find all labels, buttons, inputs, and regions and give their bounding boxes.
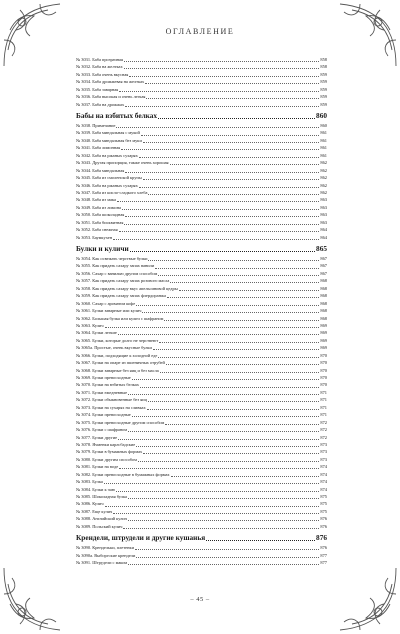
dot-leader bbox=[164, 320, 319, 321]
dot-leader bbox=[119, 468, 319, 469]
toc-entry[interactable] bbox=[76, 307, 327, 314]
entry-title: № 3058. Как придать сахару вкус апельсиновой цедры bbox=[76, 285, 178, 291]
entry-title: № 3073. Булки на сухарях на сливках bbox=[76, 404, 146, 410]
dot-leader bbox=[116, 491, 319, 492]
dot-leader bbox=[167, 297, 320, 298]
dot-leader bbox=[141, 135, 320, 136]
toc-entry[interactable] bbox=[76, 523, 327, 530]
toc-entry[interactable] bbox=[76, 189, 327, 196]
entry-page: 869 bbox=[320, 345, 327, 351]
toc-entry[interactable] bbox=[76, 493, 327, 500]
dot-leader bbox=[116, 127, 319, 128]
dot-leader bbox=[130, 251, 315, 252]
section-page: 860 bbox=[316, 111, 327, 121]
dot-leader bbox=[104, 483, 320, 484]
dot-leader bbox=[148, 260, 319, 261]
entry-page: 873 bbox=[320, 449, 327, 455]
entry-title: № 3088. Английский кулич bbox=[76, 516, 127, 522]
entry-page: 868 bbox=[320, 278, 327, 284]
dot-leader bbox=[105, 506, 320, 507]
entry-page: 859 bbox=[320, 71, 327, 77]
entry-page: 860 bbox=[320, 123, 327, 129]
dot-leader bbox=[125, 106, 319, 107]
entry-title: № 3080. Булки другим способом bbox=[76, 456, 137, 462]
entry-title: № 3085. Шоколадная булка bbox=[76, 494, 127, 500]
dot-leader bbox=[153, 349, 319, 350]
toc-entry[interactable] bbox=[76, 226, 327, 233]
entry-title: № 3082. Булки превосходные в бумажных формах bbox=[76, 471, 170, 477]
toc-entry[interactable] bbox=[76, 211, 327, 218]
toc-entry[interactable] bbox=[76, 152, 327, 159]
entry-title: № 3068. Булки заварные без яиц и без масла bbox=[76, 367, 159, 373]
section-page: 876 bbox=[316, 533, 327, 543]
dot-leader bbox=[124, 224, 319, 225]
entry-page: 868 bbox=[320, 308, 327, 314]
entry-title: № 3063. Кулич bbox=[76, 322, 104, 328]
toc-entry[interactable] bbox=[76, 508, 327, 515]
entry-page: 871 bbox=[320, 397, 327, 403]
entry-page: 868 bbox=[320, 315, 327, 321]
dot-leader bbox=[146, 98, 319, 99]
toc-entry[interactable] bbox=[76, 167, 327, 174]
dot-leader bbox=[136, 557, 319, 558]
entry-page: 858 bbox=[320, 64, 327, 70]
entry-title: № 3042. Баба на ржаных сухарях bbox=[76, 152, 138, 158]
entry-title: № 3055. Как придать сахару запах ванили bbox=[76, 263, 155, 269]
dot-leader bbox=[206, 540, 315, 541]
entry-title: № 3040. Баба миндальная без муки bbox=[76, 137, 142, 143]
dot-leader bbox=[128, 498, 319, 499]
entry-page: 874 bbox=[320, 486, 327, 492]
entry-title: № 3051. Баба бисквитная bbox=[76, 219, 124, 225]
entry-page: 859 bbox=[320, 86, 327, 92]
dot-leader bbox=[122, 209, 319, 210]
entry-page: 872 bbox=[320, 419, 327, 425]
entry-page: 874 bbox=[320, 479, 327, 485]
entry-title: № 3061. Булки заварные или кулич bbox=[76, 308, 142, 314]
toc-entry[interactable] bbox=[76, 337, 327, 344]
toc-entry[interactable] bbox=[76, 329, 327, 336]
dot-leader bbox=[148, 401, 319, 402]
section-heading[interactable] bbox=[76, 533, 327, 543]
dot-leader bbox=[113, 239, 319, 240]
toc-entry[interactable] bbox=[76, 263, 327, 270]
entry-title: № 3076. Булки с шафраном bbox=[76, 427, 128, 433]
dot-leader bbox=[143, 453, 319, 454]
toc-entry[interactable] bbox=[76, 344, 327, 351]
entry-title: № 3044. Баба миндальная bbox=[76, 167, 125, 173]
dot-leader bbox=[160, 372, 320, 373]
toc-entry[interactable] bbox=[76, 382, 327, 389]
entry-page: 872 bbox=[320, 427, 327, 433]
entry-title: № 3090а. Выборгские крендели bbox=[76, 552, 136, 558]
entry-page: 869 bbox=[320, 322, 327, 328]
toc-entry[interactable] bbox=[76, 389, 327, 396]
toc-entry[interactable] bbox=[76, 219, 327, 226]
entry-page: 862 bbox=[320, 189, 327, 195]
entry-title: № 3038. Примечание bbox=[76, 123, 116, 129]
entry-title: № 3034. Баба дрожжевая на желтках bbox=[76, 79, 145, 85]
entry-page: 875 bbox=[320, 501, 327, 507]
entry-title: № 3062. Большая булка или кулич с шафраном bbox=[76, 315, 164, 321]
entry-page: 862 bbox=[320, 160, 327, 166]
entry-title: № 3074. Булки превосходные bbox=[76, 412, 131, 418]
entry-page: 875 bbox=[320, 508, 327, 514]
entry-page: 869 bbox=[320, 330, 327, 336]
entry-page: 868 bbox=[320, 300, 327, 306]
entry-page: 873 bbox=[320, 441, 327, 447]
toc-entry[interactable] bbox=[76, 352, 327, 359]
entry-title: № 3090. Крендельки, плетенки bbox=[76, 545, 134, 551]
toc-entry[interactable] bbox=[76, 486, 327, 493]
toc-entry[interactable] bbox=[76, 471, 327, 478]
toc-entry[interactable] bbox=[76, 285, 327, 292]
entry-title: № 3043. Другая пропорция, также очень хорошая bbox=[76, 160, 169, 166]
dot-leader bbox=[124, 61, 319, 62]
entry-title: № 3078. Ячменки карлсбадские bbox=[76, 441, 136, 447]
section-title: Булки и куличи bbox=[76, 244, 129, 254]
toc-entry[interactable] bbox=[76, 456, 327, 463]
entry-page: 871 bbox=[320, 404, 327, 410]
entry-title: № 3072. Булки обыкновенные без яиц bbox=[76, 397, 147, 403]
dot-leader bbox=[158, 357, 319, 358]
entry-title: № 3065а. Простые, очень вкусные булки bbox=[76, 345, 152, 351]
dot-leader bbox=[113, 513, 319, 514]
toc-entry[interactable] bbox=[76, 182, 327, 189]
dot-leader bbox=[170, 164, 320, 165]
entry-page: 876 bbox=[320, 523, 327, 529]
dot-leader bbox=[124, 68, 320, 69]
dot-leader bbox=[166, 364, 320, 365]
toc-entry[interactable] bbox=[76, 367, 327, 374]
section-title: Крендели, штрудели и другие кушанья bbox=[76, 533, 206, 543]
entry-title: № 3071. Булки ежедневные bbox=[76, 389, 128, 395]
toc-entry[interactable] bbox=[76, 277, 327, 284]
toc-entry[interactable] bbox=[76, 411, 327, 418]
entry-title: № 3048. Баба из мака bbox=[76, 197, 116, 203]
toc-entry[interactable] bbox=[76, 463, 327, 470]
dot-leader bbox=[128, 394, 319, 395]
toc-entry[interactable] bbox=[76, 255, 327, 262]
toc-entry[interactable] bbox=[76, 144, 327, 151]
entry-title: № 3091. Штрудели с маком bbox=[76, 560, 128, 566]
dot-leader bbox=[118, 439, 319, 440]
entry-title: № 3069. Булки превосходные bbox=[76, 375, 131, 381]
entry-page: 861 bbox=[320, 137, 327, 143]
toc-entry[interactable] bbox=[76, 501, 327, 508]
toc-entry[interactable] bbox=[76, 322, 327, 329]
entry-page: 863 bbox=[320, 219, 327, 225]
toc-entry[interactable] bbox=[76, 559, 327, 566]
entry-page: 862 bbox=[320, 182, 327, 188]
entry-title: № 3066. Булки, подходящие к холодной еде bbox=[76, 352, 158, 358]
table-of-contents bbox=[76, 56, 327, 567]
toc-entry[interactable] bbox=[76, 515, 327, 522]
toc-entry[interactable] bbox=[76, 196, 327, 203]
section-heading[interactable] bbox=[76, 244, 327, 254]
entry-page: 862 bbox=[320, 175, 327, 181]
toc-entry[interactable] bbox=[76, 86, 327, 93]
dot-leader bbox=[117, 201, 319, 202]
toc-entry[interactable] bbox=[76, 478, 327, 485]
dot-leader bbox=[125, 172, 319, 173]
entry-title: № 3035. Баба заварная bbox=[76, 86, 119, 92]
dot-leader bbox=[128, 520, 319, 521]
dot-leader bbox=[143, 142, 320, 143]
entry-page: 871 bbox=[320, 412, 327, 418]
toc-entry[interactable] bbox=[76, 374, 327, 381]
toc-entry[interactable] bbox=[76, 93, 327, 100]
entry-page: 868 bbox=[320, 285, 327, 291]
toc-entry[interactable] bbox=[76, 204, 327, 211]
dot-leader bbox=[142, 312, 319, 313]
dot-leader bbox=[119, 91, 319, 92]
entry-title: № 3041. Баба лимонная bbox=[76, 145, 121, 151]
entry-title: № 3079. Булки в бумажных формах bbox=[76, 449, 143, 455]
entry-title: № 3036. Баба высокая и очень легкая bbox=[76, 94, 146, 100]
dot-leader bbox=[121, 149, 319, 150]
entry-page: 864 bbox=[320, 227, 327, 233]
dot-leader bbox=[139, 157, 320, 158]
entry-title: № 3050. Баба шоколадная bbox=[76, 212, 125, 218]
dot-leader bbox=[135, 549, 319, 550]
entry-page: 863 bbox=[320, 197, 327, 203]
dot-leader bbox=[123, 528, 319, 529]
toc-entry[interactable] bbox=[76, 174, 327, 181]
dot-leader bbox=[140, 387, 319, 388]
entry-page: 870 bbox=[320, 375, 327, 381]
dot-leader bbox=[170, 282, 319, 283]
entry-title: № 3056. Сахар с ванилью другим способом bbox=[76, 270, 158, 276]
dot-leader bbox=[147, 409, 320, 410]
dot-leader bbox=[138, 461, 319, 462]
toc-entry[interactable] bbox=[76, 56, 327, 63]
toc-entry[interactable] bbox=[76, 137, 327, 144]
entry-title: № 3089. Польский кулич bbox=[76, 523, 123, 529]
toc-entry[interactable] bbox=[76, 552, 327, 559]
dot-leader bbox=[171, 476, 320, 477]
toc-entry[interactable] bbox=[76, 434, 327, 441]
dot-leader bbox=[125, 216, 319, 217]
toc-entry[interactable] bbox=[76, 300, 327, 307]
entry-page: 870 bbox=[320, 367, 327, 373]
entry-title: № 3060. Сахар с ароматом кофе bbox=[76, 300, 136, 306]
entry-title: № 3075. Булки превосходные другим способом bbox=[76, 419, 165, 425]
entry-page: 869 bbox=[320, 337, 327, 343]
dot-leader bbox=[148, 194, 319, 195]
entry-title: № 3054. Как освежать черствые булки bbox=[76, 256, 148, 262]
entry-title: № 3047. Баба из кисло-сладкого хлеба bbox=[76, 189, 148, 195]
entry-page: 870 bbox=[320, 360, 327, 366]
toc-entry[interactable] bbox=[76, 270, 327, 277]
toc-entry[interactable] bbox=[76, 63, 327, 70]
entry-title: № 3081. Булки на воде bbox=[76, 464, 119, 470]
entry-title: № 3039. Баба миндальная с мукой bbox=[76, 130, 140, 136]
dot-leader bbox=[128, 564, 319, 565]
entry-page: 870 bbox=[320, 352, 327, 358]
entry-page: 862 bbox=[320, 167, 327, 173]
section-page: 865 bbox=[316, 244, 327, 254]
entry-title: № 3049. Баба из лимона bbox=[76, 204, 122, 210]
entry-page: 876 bbox=[320, 545, 327, 551]
entry-page: 859 bbox=[320, 79, 327, 85]
page-header: ОГЛАВЛЕНИЕ bbox=[165, 27, 235, 36]
entry-page: 863 bbox=[320, 204, 327, 210]
toc-entry[interactable] bbox=[76, 71, 327, 78]
dot-leader bbox=[158, 118, 315, 119]
dot-leader bbox=[165, 424, 319, 425]
entry-title: № 3067. Булки на опаре из пшеничных отрубей bbox=[76, 360, 165, 366]
entry-title: № 3033. Баба очень вкусная bbox=[76, 71, 129, 77]
entry-title: № 3086. Кулич bbox=[76, 501, 104, 507]
entry-title: № 3083. Булка bbox=[76, 479, 103, 485]
entry-page: 861 bbox=[320, 145, 327, 151]
entry-title: № 3057. Как придать сахару запах розового масла bbox=[76, 278, 170, 284]
dot-leader bbox=[136, 446, 319, 447]
toc-entry[interactable] bbox=[76, 448, 327, 455]
dot-leader bbox=[179, 290, 320, 291]
toc-entry[interactable] bbox=[76, 396, 327, 403]
dot-leader bbox=[129, 76, 319, 77]
entry-page: 858 bbox=[320, 56, 327, 62]
dot-leader bbox=[158, 275, 319, 276]
entry-title: № 3052. Баба снежная bbox=[76, 227, 118, 233]
entry-page: 861 bbox=[320, 152, 327, 158]
entry-page: 867 bbox=[320, 270, 327, 276]
entry-title: № 3077. Булки другие bbox=[76, 434, 118, 440]
entry-title: № 3037. Баба на дрожжах bbox=[76, 101, 125, 107]
toc-entry[interactable] bbox=[76, 419, 327, 426]
toc-entry[interactable] bbox=[76, 315, 327, 322]
entry-page: 876 bbox=[320, 516, 327, 522]
entry-page: 874 bbox=[320, 471, 327, 477]
dot-leader bbox=[128, 431, 319, 432]
entry-page: 867 bbox=[320, 263, 327, 269]
toc-entry[interactable] bbox=[76, 441, 327, 448]
toc-entry[interactable] bbox=[76, 78, 327, 85]
entry-page: 859 bbox=[320, 94, 327, 100]
toc-entry[interactable] bbox=[76, 101, 327, 108]
dot-leader bbox=[145, 83, 319, 84]
toc-entry[interactable] bbox=[76, 544, 327, 551]
toc-entry[interactable] bbox=[76, 130, 327, 137]
entry-title: № 3059. Как придать сахару запах флердоранжа bbox=[76, 293, 166, 299]
entry-title: № 3084. Булки к чаю bbox=[76, 486, 116, 492]
dot-leader bbox=[159, 342, 319, 343]
section-title: Бабы на взбитых белках bbox=[76, 111, 158, 121]
entry-title: № 3087. Еще кулич bbox=[76, 508, 113, 514]
entry-title: № 3046. Баба на ржаных сухарях bbox=[76, 182, 138, 188]
toc-entry[interactable] bbox=[76, 234, 327, 241]
toc-entry[interactable] bbox=[76, 359, 327, 366]
toc-entry[interactable] bbox=[76, 159, 327, 166]
entry-page: 870 bbox=[320, 382, 327, 388]
entry-title: № 3064. Булки легкие bbox=[76, 330, 117, 336]
entry-page: 861 bbox=[320, 130, 327, 136]
entry-title: № 3070. Булки на взбитых белках bbox=[76, 382, 139, 388]
entry-page: 877 bbox=[320, 560, 327, 566]
entry-title: № 3053. Баумкухен bbox=[76, 234, 113, 240]
entry-page: 864 bbox=[320, 234, 327, 240]
toc-entry[interactable] bbox=[76, 404, 327, 411]
dot-leader bbox=[132, 379, 320, 380]
dot-leader bbox=[155, 268, 319, 269]
dot-leader bbox=[136, 305, 319, 306]
toc-entry[interactable] bbox=[76, 122, 327, 129]
entry-page: 873 bbox=[320, 456, 327, 462]
dot-leader bbox=[119, 231, 320, 232]
entry-page: 874 bbox=[320, 464, 327, 470]
entry-page: 871 bbox=[320, 389, 327, 395]
entry-page: 868 bbox=[320, 293, 327, 299]
entry-title: № 3065. Булки, которые долго не черствеют bbox=[76, 337, 159, 343]
dot-leader bbox=[132, 416, 320, 417]
toc-entry[interactable] bbox=[76, 292, 327, 299]
entry-page: 859 bbox=[320, 101, 327, 107]
entry-page: 872 bbox=[320, 434, 327, 440]
entry-page: 863 bbox=[320, 212, 327, 218]
toc-entry[interactable] bbox=[76, 426, 327, 433]
entry-title: № 3031. Баба прозрачная bbox=[76, 56, 123, 62]
entry-title: № 3045. Баба из смоленской крупы bbox=[76, 175, 142, 181]
dot-leader bbox=[118, 334, 320, 335]
dot-leader bbox=[139, 187, 320, 188]
dot-leader bbox=[105, 327, 320, 328]
dot-leader bbox=[143, 179, 320, 180]
page-number: – 45 – bbox=[190, 596, 210, 603]
section-heading[interactable] bbox=[76, 111, 327, 121]
entry-page: 877 bbox=[320, 552, 327, 558]
entry-title: № 3032. Баба на желтках bbox=[76, 64, 123, 70]
entry-page: 875 bbox=[320, 494, 327, 500]
entry-page: 867 bbox=[320, 256, 327, 262]
